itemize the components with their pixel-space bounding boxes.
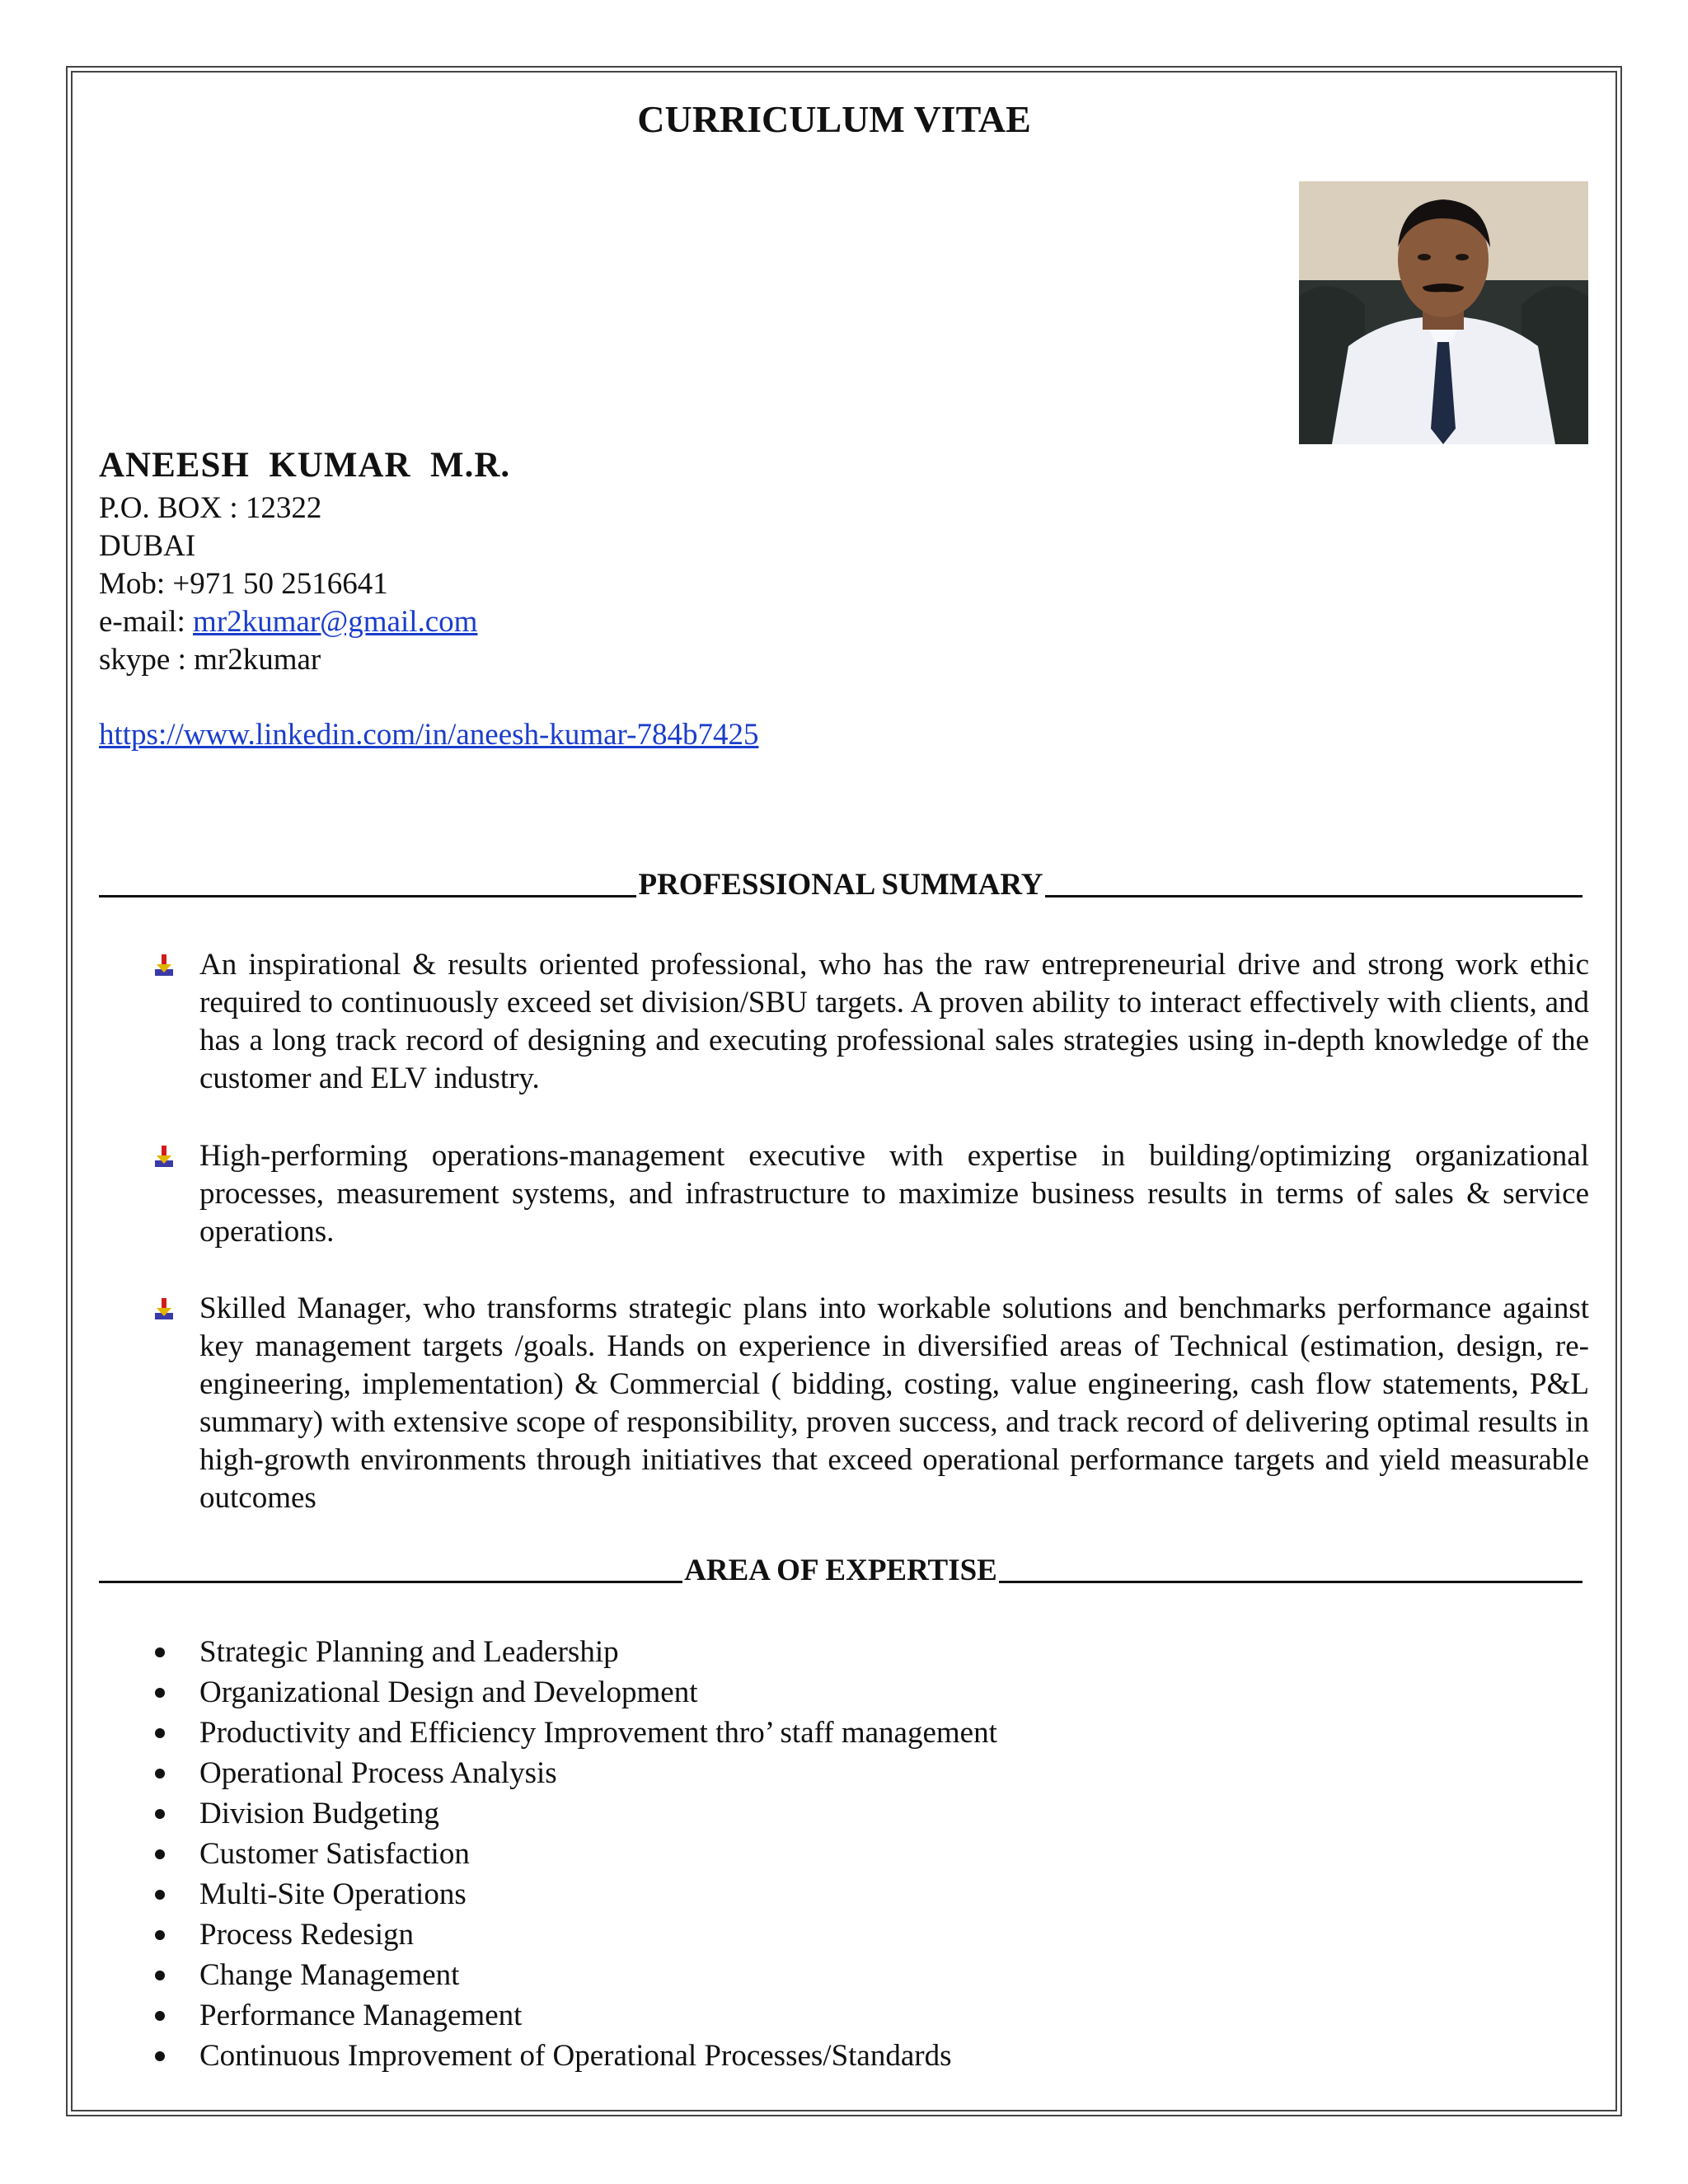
professional-summary-heading (99, 867, 1582, 902)
area-of-expertise-heading (99, 1553, 1582, 1588)
bullet-dot-icon (155, 1849, 165, 1859)
profile-photo-image (1299, 181, 1588, 444)
bullet-dot-icon (155, 1769, 165, 1779)
bullet-dot-icon (155, 1688, 165, 1698)
list-item-text: Process Redesign (199, 1918, 414, 1952)
list-item (148, 1753, 997, 1793)
heading-rule-left (99, 1581, 682, 1583)
professional-summary-label: PROFESSIONAL SUMMARY (638, 868, 1043, 902)
bullet-dot-icon (155, 1647, 165, 1657)
list-item-text: Strategic Planning and Leadership (199, 1635, 619, 1669)
email-link[interactable]: mr2kumar@gmail.com (193, 605, 478, 639)
list-item (148, 1915, 997, 1955)
bullet-dot-icon (155, 1890, 165, 1900)
list-item-text: Continuous Improvement of Operational Processes/Standards (199, 2039, 952, 2073)
list-item (148, 1793, 997, 1834)
person-name: ANEESH KUMAR M.R. (99, 446, 511, 485)
heading-rule-left (99, 895, 636, 898)
summary-item (153, 946, 1589, 1098)
document-title (0, 97, 1688, 141)
mobile: Mob: +971 50 2516641 (99, 567, 388, 601)
summary-item-text: High-performing operations-management executive with expertise in building/optimizing organizational processes, measurement systems, and infrastructure to maximize business results in terms of sales & service operations. (199, 1139, 1589, 1249)
skype: skype : mr2kumar (99, 643, 321, 677)
expertise-list (148, 1632, 997, 2076)
list-item (148, 1995, 997, 2036)
list-item (148, 1672, 997, 1713)
list-item (148, 1713, 997, 1753)
arrow-bullet-icon (153, 1146, 175, 1169)
list-item-text: Organizational Design and Development (199, 1675, 698, 1709)
list-item (148, 1632, 997, 1672)
heading-rule-right (999, 1581, 1582, 1583)
linkedin-link[interactable]: https://www.linkedin.com/in/aneesh-kumar-784b7425 (99, 718, 759, 752)
arrow-bullet-icon (153, 1298, 175, 1321)
bullet-dot-icon (155, 1930, 165, 1940)
list-item-text: Change Management (199, 1958, 460, 1992)
summary-item-text: An inspirational & results oriented professional, who has the raw entrepreneurial drive and strong work ethic required to continuously exceed set division/SBU targets. A proven ability to interact effectively with clients, and has a long track record of designing and executing professional sales strategies using in-depth knowledge of the customer and ELV industry. (199, 948, 1589, 1095)
linkedin-line (99, 717, 758, 752)
city: DUBAI (99, 529, 196, 563)
list-item (148, 1834, 997, 1874)
list-item-text: Customer Satisfaction (199, 1837, 470, 1871)
document-title-text: CURRICULUM VITAE (637, 98, 1031, 140)
area-of-expertise-label: AREA OF EXPERTISE (684, 1554, 997, 1587)
list-item-text: Productivity and Efficiency Improvement thro’ staff management (199, 1716, 997, 1750)
profile-photo (1299, 181, 1588, 444)
arrow-bullet-icon (153, 954, 175, 977)
list-item-text: Operational Process Analysis (199, 1756, 557, 1790)
bullet-dot-icon (155, 1971, 165, 1980)
email-line (99, 603, 477, 641)
list-item (148, 2036, 997, 2076)
email-label: e-mail: (99, 605, 194, 639)
heading-rule-right (1045, 895, 1582, 898)
summary-item (153, 1290, 1589, 1517)
bullet-dot-icon (155, 2011, 165, 2021)
contact-block (99, 490, 477, 679)
list-item-text: Performance Management (199, 1999, 523, 2032)
bullet-dot-icon (155, 1728, 165, 1738)
list-item (148, 1955, 997, 1995)
list-item-text: Division Budgeting (199, 1797, 439, 1830)
summary-item-text: Skilled Manager, who transforms strategic plans into workable solutions and benchmarks performance against key management targets /goals. Hands on experience in diversified areas of Technical (estimation, design, re-engineering, implementation) & Commercial ( bidding, costing, value engineering, cash flow statements, P&L summary) with extensive scope of responsibility, proven success, and track record of delivering optimal results in high-growth environments through initiatives that exceed operational performance targets and yield measurable outcomes (199, 1291, 1589, 1515)
bullet-dot-icon (155, 2051, 165, 2061)
summary-item (153, 1137, 1589, 1251)
bullet-dot-icon (155, 1809, 165, 1819)
list-item (148, 1874, 997, 1915)
po-box: P.O. BOX : 12322 (99, 491, 322, 525)
list-item-text: Multi-Site Operations (199, 1877, 467, 1911)
